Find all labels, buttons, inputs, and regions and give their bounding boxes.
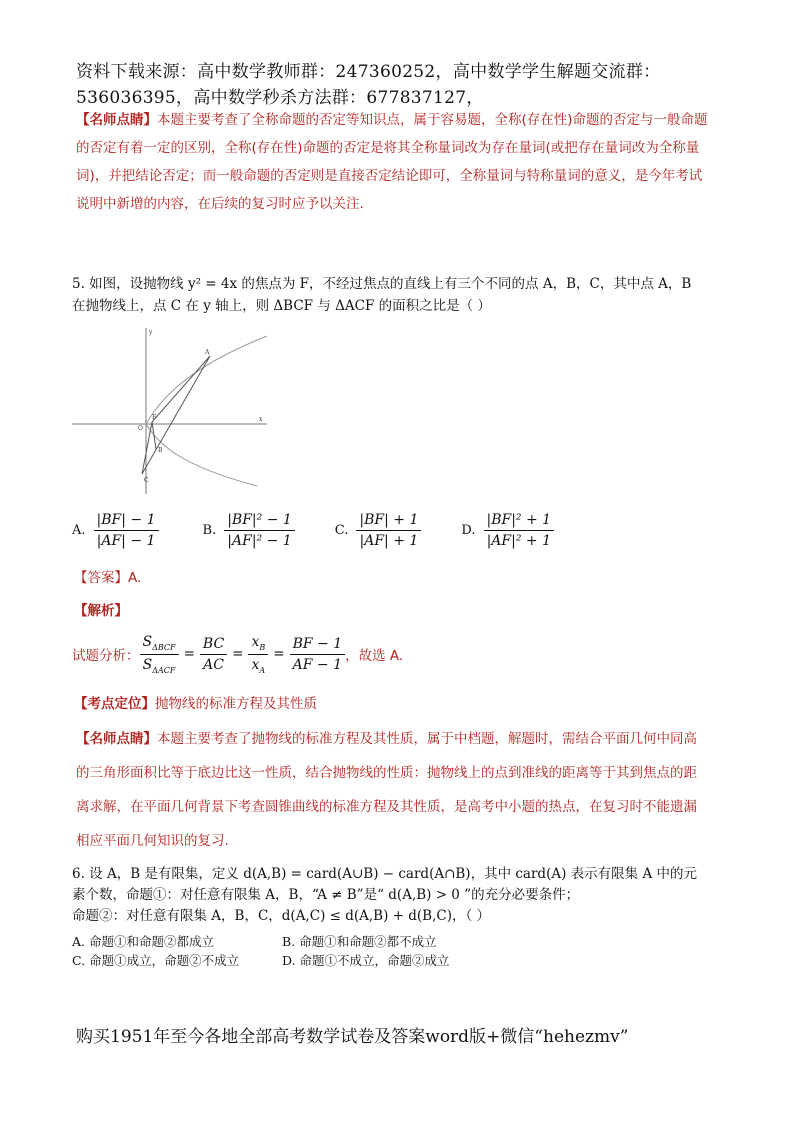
answer: 【答案】A.	[74, 570, 142, 586]
option-c-fraction: $\frac{|BF| + 1}{|AF| + 1}$	[356, 512, 421, 549]
parabola-lower	[146, 424, 257, 486]
option-d-fraction: $\frac{\text{|BF|² + 1}}{\text{|AF|² + 1}}$	[484, 512, 555, 549]
option-d-letter: D.	[461, 523, 476, 538]
focal-ratio: $\frac{BF - 1}{AF - 1}$	[290, 636, 346, 673]
segment-FA	[152, 356, 210, 422]
question-6-options	[72, 932, 450, 970]
note-text: 的三角形面积比等于底边比这一性质，结合抛物线的性质：抛物线上的点到准线的距离等于其到焦点的距	[76, 765, 697, 781]
origin-label: O	[138, 425, 143, 432]
option-b: B. 命题①和命题②都不成立	[282, 934, 437, 949]
note-text: 离求解，在平面几何背景下考查圆锥曲线的标准方程及其性质，是高考中小题的热点，在复习时不能遗漏	[76, 799, 697, 815]
option-c: C. 命题①成立，命题②不成立	[72, 953, 240, 968]
note-text: 词)，并把结论否定；而一般命题的否定则是直接否定结论即可，全称量词与特称量词的意义，是今年考试	[76, 168, 703, 184]
note-text: 本题主要考查了抛物线的标准方程及其性质，属于中档题，解题时，需结合平面几何中同高	[157, 731, 697, 747]
note-text: 相应平面几何知识的复习.	[76, 833, 229, 849]
option-a: A. 命题①和命题②都成立	[72, 934, 214, 949]
question-line: 5. 如图，设抛物线 y² = 4x 的焦点为 F，不经过焦点的直线上有三个不同的点 A，B，C，其中点 A，B	[72, 276, 692, 292]
header-line-2: 536036395，高中数学秒杀方法群：677837127，	[76, 88, 484, 108]
footer-advert: 购买1951年至今各地全部高考数学试卷及答案word版+微信“hehezmv”	[76, 1027, 629, 1047]
note-text: 说明中新增的内容，在后续的复习时应予以关注.	[76, 196, 364, 212]
option-b-fraction: $\frac{\text{|BF|² − 1}}{\text{|AF|² − 1}}$	[224, 512, 295, 549]
option-c-letter: C.	[334, 523, 349, 538]
note-tag: 【名师点睛】	[76, 731, 157, 747]
question-line: 素个数，命题①：对任意有限集 A，B，“A ≠ B”是“ d(A,B) > 0 ”的充分必要条件；	[72, 887, 580, 903]
solution-suffix: ，故选 A.	[345, 648, 404, 665]
y-axis-label: y	[149, 329, 153, 336]
point-label-B: B	[158, 447, 163, 454]
option-d: D. 命题①不成立，命题②成立	[282, 953, 450, 968]
area-ratio: $\frac{S_{\Delta BCF}}{S_{\Delta ACF}}$	[140, 634, 179, 675]
question-6-stem	[72, 864, 772, 927]
solution: 试题分析： $\frac{S_{\Delta BCF}}{S_{\Delta ACF}}$ = $\frac{BC}{AC}$ = $\frac{x_B}{x_A}$ = $\frac{BF - 1}{AF - 1}$ ，故选 A.	[72, 634, 404, 675]
segment-FB	[152, 422, 156, 449]
option-a-fraction: $\frac{|BF| - 1}{|AF| - 1}$	[94, 512, 159, 549]
question-line: 在抛物线上，点 C 在 y 轴上，则 ΔBCF 与 ΔACF 的面积之比是（ ）	[72, 298, 491, 314]
segment-ratio: $\frac{BC}{AC}$	[200, 636, 227, 673]
x-axis-label: x	[259, 416, 263, 423]
question-5-stem	[72, 273, 762, 317]
point-label-F: F	[152, 414, 157, 421]
point-label-C: C	[144, 477, 149, 484]
question-line: 6. 设 A，B 是有限集，定义 d(A,B) = card(A∪B) − card(A∩B)，其中 card(A) 表示有限集 A 中的元	[72, 866, 697, 882]
note-text: 本题主要考查了全称命题的否定等知识点，属于容易题，全称(存在性)命题的否定与一般命题	[157, 112, 708, 128]
x-ratio: $\frac{x_B}{x_A}$	[248, 634, 268, 675]
solution-prefix: 试题分析：	[72, 648, 140, 665]
header-line-1: 资料下载来源：高中数学教师群：247360252，高中数学学生解题交流群：	[76, 62, 661, 82]
topic-text: 抛物线的标准方程及其性质	[155, 696, 317, 712]
question-5-options	[72, 512, 592, 549]
topic-tag: 【考点定位】	[74, 696, 155, 712]
analysis-heading: 【解析】	[74, 603, 128, 619]
note-text: 的否定有着一定的区别，全称(存在性)命题的否定是将其全称量词改为存在量词(或把存在量词改为全称量	[76, 140, 700, 156]
option-a-letter: A.	[72, 523, 86, 538]
point-label-A: A	[205, 349, 210, 356]
teacher-note-2	[76, 722, 756, 858]
note-tag: 【名师点睛】	[76, 112, 157, 128]
option-b-letter: B.	[202, 523, 217, 538]
topic-location	[74, 690, 317, 718]
teacher-note-1	[76, 106, 756, 218]
parabola-figure	[72, 326, 272, 496]
question-line: 命题②：对任意有限集 A，B，C，d(A,C) ≤ d(A,B) + d(B,C)，（ ）	[72, 908, 491, 924]
